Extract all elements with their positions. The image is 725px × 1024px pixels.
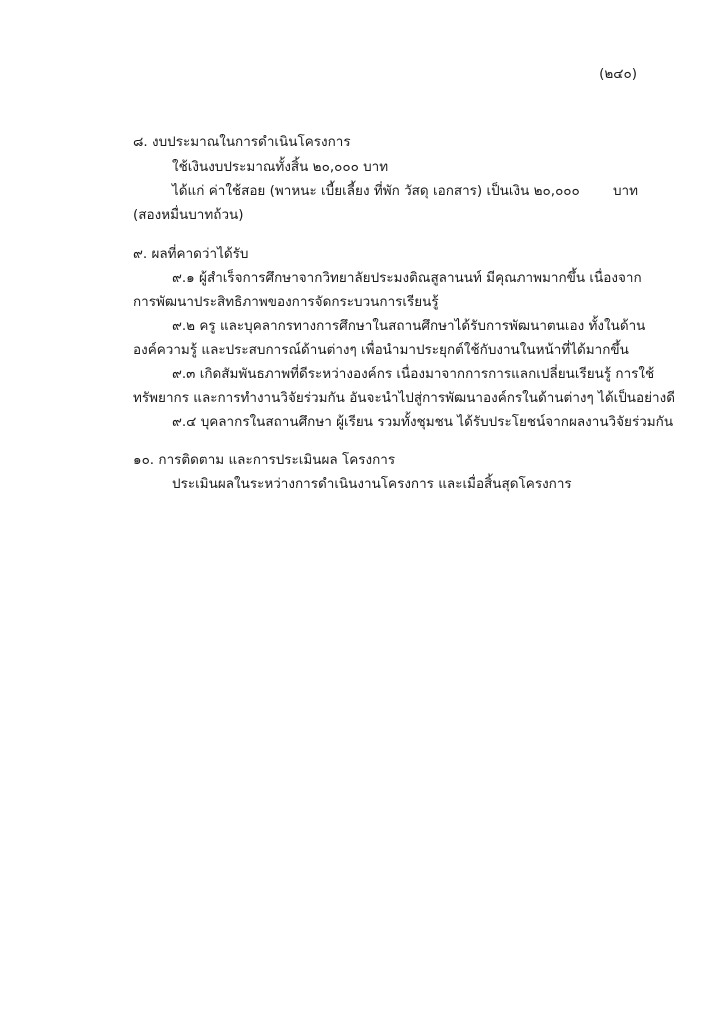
section-8-budget-total: ใช้เงินงบประมาณทั้งสิ้น ๒๐,๐๐๐ บาท bbox=[172, 159, 389, 175]
section-8-heading: ๘. งบประมาณในการดำเนินโครงการ bbox=[133, 134, 351, 150]
section-9-item-2-text-left: ๙.๒ ครู และบุคลากรทางการศึกษาในสถานศึกษา bbox=[172, 318, 455, 334]
section-9-item-2-text-right: ได้รับการพัฒนาตนเอง ทั้งในด้าน bbox=[454, 318, 646, 334]
section-9-item-2-row bbox=[133, 316, 646, 336]
section-8-expense-row bbox=[133, 181, 638, 201]
section-8-amount-words: (สองหมื่นบาทถ้วน) bbox=[133, 207, 244, 223]
section-8-expense-text: ได้แก่ ค่าใช้สอย (พาหนะ เบี้ยเลี้ยง ที่พัก วัสดุ เอกสาร) เป็นเงิน ๒๐,๐๐๐ bbox=[172, 183, 580, 199]
section-8-expense-unit: บาท bbox=[612, 183, 638, 199]
section-9-item-3-line-2: ทรัพยากร และการทำงานวิจัยร่วมกัน อันจะนำไปสู่การพัฒนาองค์กรในด้านต่างๆ ได้เป็นอย่างดี bbox=[133, 390, 675, 406]
section-10-heading: ๑๐. การติดตาม และการประเมินผล โครงการ bbox=[133, 452, 396, 468]
section-9-item-3-line-1: ๙.๓ เกิดสัมพันธภาพที่ดีระหว่างองค์กร เนื่องมาจากการการแลกเปลี่ยนเรียนรู้ การใช้ bbox=[172, 366, 655, 382]
section-9-heading: ๙. ผลที่คาดว่าได้รับ bbox=[133, 246, 249, 262]
section-9-item-2-line-2: องค์ความรู้ และประสบการณ์ด้านต่างๆ เพื่อนำมาประยุกต์ใช้กับงานในหน้าที่ได้มากขึ้น bbox=[133, 342, 629, 358]
section-9-item-1-line-2: การพัฒนาประสิทธิภาพของการจัดกระบวนการเรียนรู้ bbox=[133, 294, 439, 310]
section-9-item-1-line-1: ๙.๑ ผู้สำเร็จการศึกษาจากวิทยาลัยประมงติณสูลานนท์ มีคุณภาพมากขึ้น เนื่องจาก bbox=[172, 270, 642, 286]
page-number: (๒๔๐) bbox=[599, 66, 637, 82]
section-9-item-4-line-1: ๙.๔ บุคลากรในสถานศึกษา ผู้เรียน รวมทั้งชุมชน ได้รับประโยชน์จากผลงานวิจัยร่วมกัน bbox=[172, 414, 674, 430]
section-10-evaluation-text: ประเมินผลในระหว่างการดำเนินงานโครงการ และเมื่อสิ้นสุดโครงการ bbox=[172, 476, 572, 492]
